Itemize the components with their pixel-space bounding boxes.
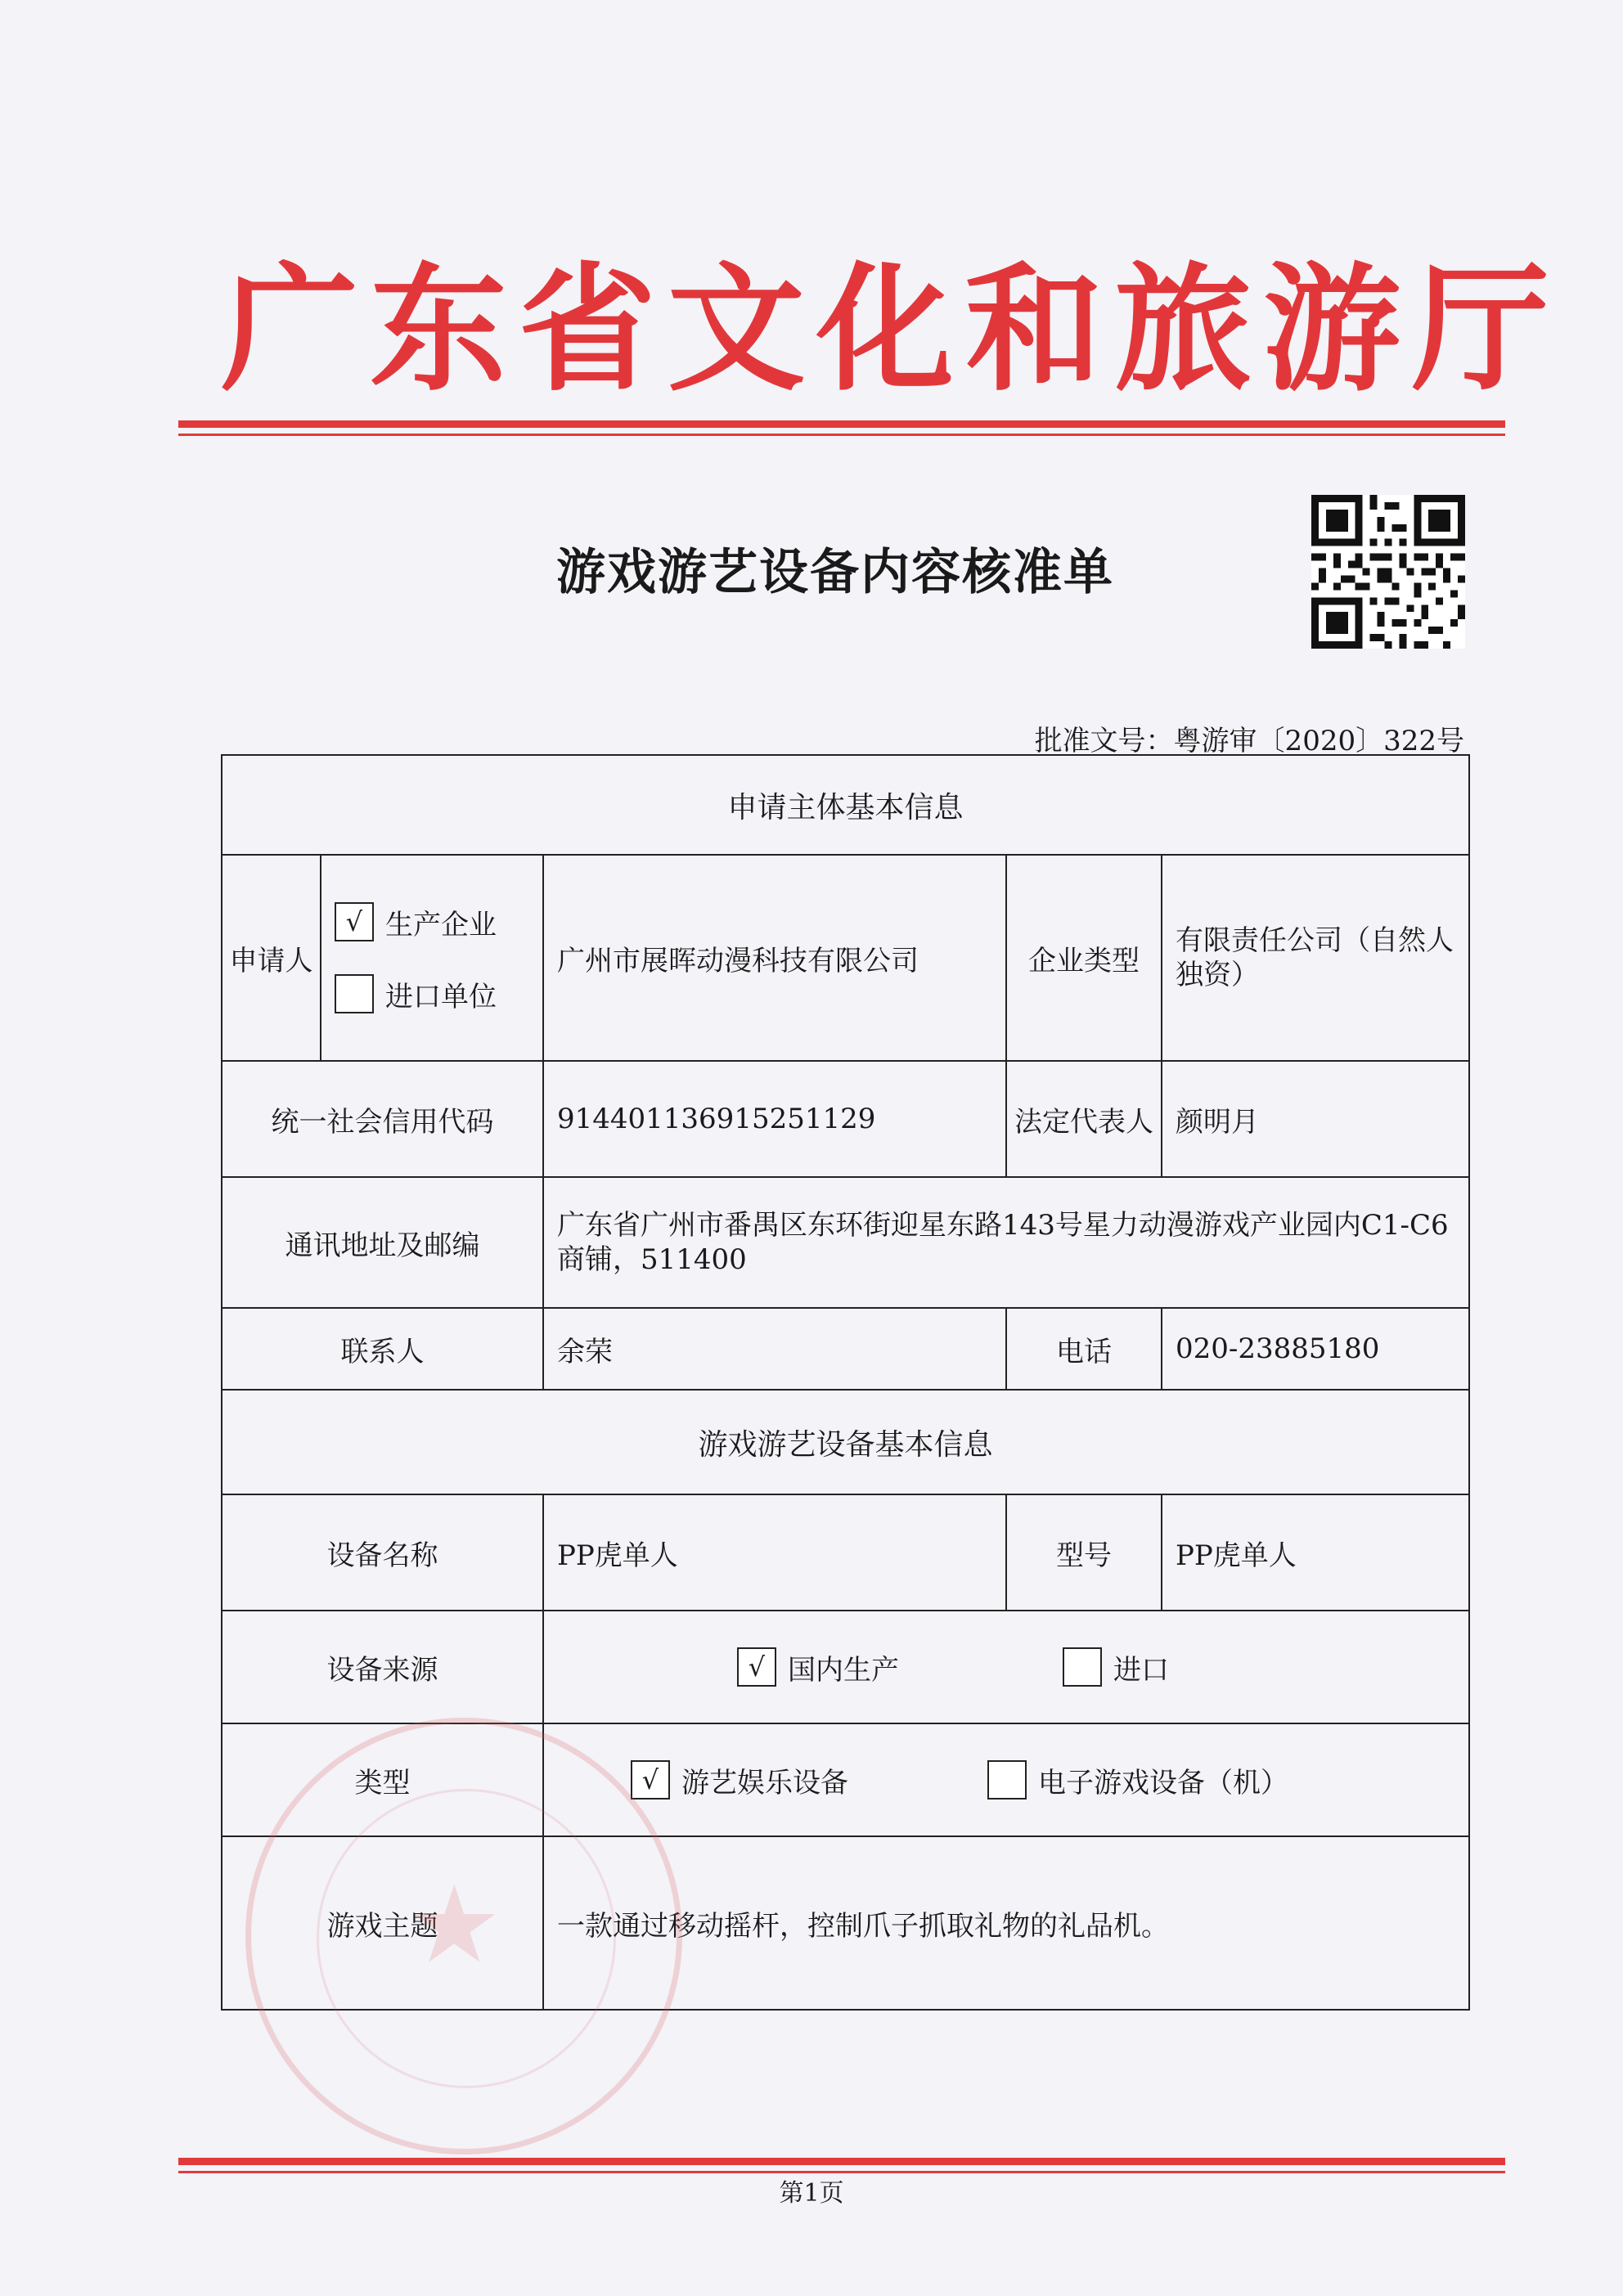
applicant-type-options xyxy=(321,855,543,1061)
device-type-label: 类型 xyxy=(222,1723,543,1836)
issuing-authority-header: 广东省文化和旅游厅 xyxy=(221,248,1561,410)
game-theme-value: 一款通过移动摇杆，控制爪子抓取礼物的礼品机。 xyxy=(543,1836,1469,2010)
phone-label: 电话 xyxy=(1006,1308,1162,1390)
device-type-options xyxy=(543,1723,1469,1836)
applicant-section-heading: 申请主体基本信息 xyxy=(222,755,1469,855)
contact-label: 联系人 xyxy=(222,1308,543,1390)
approval-form-table xyxy=(221,754,1470,2011)
importer-checkbox[interactable] xyxy=(335,974,374,1013)
address-label: 通讯地址及邮编 xyxy=(222,1177,543,1308)
seal-star-icon: ★ xyxy=(407,1862,502,1987)
option-importer xyxy=(335,969,529,1018)
header-rule-thick xyxy=(178,420,1505,428)
manufacturer-label: 生产企业 xyxy=(385,908,497,941)
footer-rule-thick xyxy=(178,2158,1505,2165)
domestic-checkbox[interactable]: √ xyxy=(737,1647,776,1687)
credit-code-label: 统一社会信用代码 xyxy=(222,1061,543,1177)
import-label: 进口 xyxy=(1113,1653,1169,1687)
approval-number: 批准文号：粤游审〔2020〕322号 xyxy=(1034,725,1464,757)
device-name-value: PP虎单人 xyxy=(543,1494,1006,1611)
credit-code-value: 914401136915251129 xyxy=(543,1061,1006,1177)
credit-code-row xyxy=(222,1061,1469,1177)
model-label: 型号 xyxy=(1006,1494,1162,1611)
device-source-row xyxy=(222,1611,1469,1723)
device-name-label: 设备名称 xyxy=(222,1494,543,1611)
option-manufacturer xyxy=(335,897,529,946)
contact-row xyxy=(222,1308,1469,1390)
device-section-heading: 游戏游艺设备基本信息 xyxy=(222,1390,1469,1494)
address-row xyxy=(222,1177,1469,1308)
game-theme-label: 游戏主题 xyxy=(222,1836,543,2010)
device-source-options xyxy=(543,1611,1469,1723)
electronic-game-label: 电子游戏设备（机） xyxy=(1038,1766,1288,1800)
legal-rep-label: 法定代表人 xyxy=(1006,1061,1162,1177)
header-rule-thin xyxy=(178,434,1505,436)
company-name: 广州市展晖动漫科技有限公司 xyxy=(543,855,1006,1061)
address-value: 广东省广州市番禺区东环街迎星东路143号星力动漫游戏产业园内C1-C6商铺，511400 xyxy=(543,1177,1469,1308)
importer-label: 进口单位 xyxy=(385,980,497,1013)
applicant-label: 申请人 xyxy=(222,855,321,1061)
import-checkbox[interactable] xyxy=(1063,1647,1102,1687)
manufacturer-checkbox[interactable]: √ xyxy=(335,902,374,941)
contact-value: 余荣 xyxy=(543,1308,1006,1390)
page-number: 第1页 xyxy=(779,2179,844,2208)
amusement-device-label: 游艺娱乐设备 xyxy=(681,1766,848,1800)
game-theme-row xyxy=(222,1836,1469,2010)
qr-code xyxy=(1311,495,1465,649)
applicant-section-row xyxy=(222,755,1469,855)
phone-value: 020-23885180 xyxy=(1162,1308,1469,1390)
applicant-row xyxy=(222,855,1469,1061)
electronic-game-checkbox[interactable] xyxy=(987,1760,1027,1800)
legal-rep-value: 颜明月 xyxy=(1162,1061,1469,1177)
enterprise-type-value: 有限责任公司（自然人独资） xyxy=(1162,855,1469,1061)
device-type-row xyxy=(222,1723,1469,1836)
device-name-row xyxy=(222,1494,1469,1611)
domestic-label: 国内生产 xyxy=(788,1653,899,1687)
device-section-row xyxy=(222,1390,1469,1494)
enterprise-type-label: 企业类型 xyxy=(1006,855,1162,1061)
device-source-label: 设备来源 xyxy=(222,1611,543,1723)
model-value: PP虎单人 xyxy=(1162,1494,1469,1611)
amusement-device-checkbox[interactable]: √ xyxy=(631,1760,670,1800)
document-title: 游戏游艺设备内容核准单 xyxy=(556,544,1114,601)
